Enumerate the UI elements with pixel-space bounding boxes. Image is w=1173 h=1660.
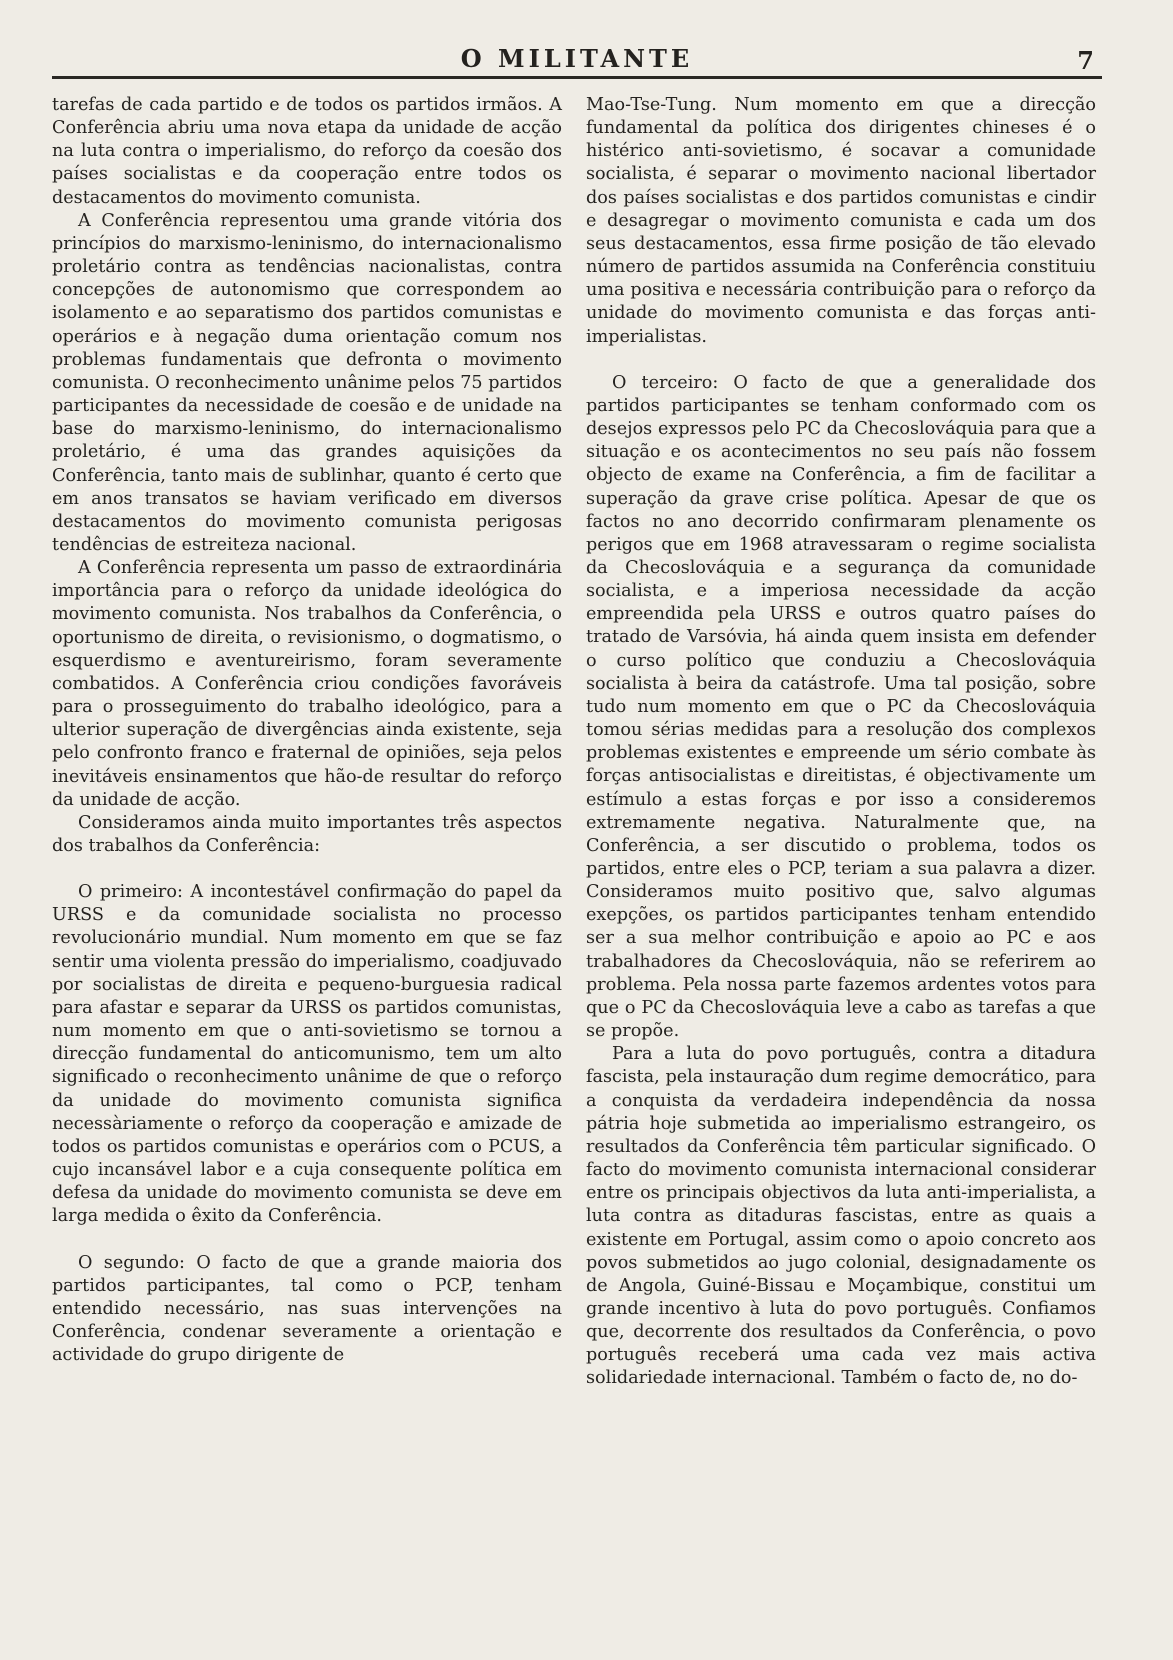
paragraph: Mao-Tse-Tung. Num momento em que a direcção fundamental da política dos dirigentes chineses é o histérico anti-sovietismo, é socavar a comunidade socialista, é separar o movimento nacional libertador dos países socialistas e dos partidos comunistas e cindir e desagregar o movimento comunista e cada um dos seus destacamentos, essa firme posição de tão elevado número de partidos assumida na Conferência constituiu uma positiva e necessária contribuição para o reforço da unidade do movimento comunista e das forças anti-imperialistas.: [586, 95, 1096, 347]
paragraph: O primeiro: A incontestável confirmação do papel da URSS e da comunidade socialista no processo revolucionário mundial. Num momento em que se faz sentir uma violenta pressão do imperialismo, coadjuvado por socialistas de direita e pequeno-burguesia radical para afastar e separar da URSS os partidos comunistas, num momento em que o anti-sovietismo se tornou a direcção fundamental do anticomunismo, tem um alto significado o reconhecimento unânime de que o reforço da unidade do movimento comunista significa necessàriamente o reforço da cooperação e amizade de todos os partidos comunistas e operários com o PCUS, a cujo incansável labor e a cuja consequente política em defesa da unidade do movimento comunista se deve em larga medida o êxito da Conferência.: [52, 882, 562, 1227]
paragraph: tarefas de cada partido e de todos os partidos irmãos. A Conferência abriu uma nova etapa da unidade de acção na luta contra o imperialismo, do reforço da coesão dos países socialistas e da cooperação entre todos os destacamentos do movimento comunista.: [52, 95, 562, 208]
paragraph: O segundo: O facto de que a grande maioria dos partidos participantes, tal como o PCP, tenham entendido necessário, nas suas intervenções na Conferência, condenar severamente a orientação e actividade do grupo dirigente de: [52, 1252, 562, 1366]
page-header: [52, 40, 1102, 79]
paragraph: A Conferência representa um passo de extraordinária importância para o reforço da unidade ideológica do movimento comunista. Nos trabalhos da Conferência, o oportunismo de direita, o revisionismo, o dogmatismo, o esquerdismo e aventureirismo, foram severamente combatidos. A Conferência criou condições favoráveis para o prosseguimento do trabalho ideológico, para a ulterior superação de divergências ainda existente, seja pelo confronto franco e fraternal de opiniões, seja pelos inevitáveis ensinamentos que hão-de resultar do reforço da unidade de acção.: [52, 558, 562, 810]
running-title: O MILITANTE: [460, 44, 694, 73]
paragraph: Para a luta do povo português, contra a ditadura fascista, pela instauração dum regime democrático, para a conquista da verdadeira independência da nossa pátria hoje submetida ao imperialismo estrangeiro, os resultados da Conferência têm particular significado. O facto do movimento comunista internacional considerar entre os principais objectivos da luta anti-imperialista, a luta contra as ditaduras fascistas, entre as quais a existente em Portugal, assim como o apoio concreto aos povos submetidos ao jugo colonial, designadamente os de Angola, Guiné-Bissau e Moçambique, constitui um grande incentivo à luta do povo português. Confiamos que, decorrente dos resultados da Conferência, o povo português receberá uma cada vez mais activa solidariedade internacional. Também o facto de, no do-: [586, 1044, 1096, 1389]
paragraph: O terceiro: O facto de que a generalidade dos partidos participantes se tenham conformado com os desejos expressos pelo PC da Checoslováquia para que a situação e os acontecimentos no seu país não fossem objecto de exame na Conferência, a fim de facilitar a superação da grave crise política. Apesar de que os factos no ano decorrido confirmaram plenamente os perigos que em 1968 atravessaram o regime socialista da Checoslováquia e a segurança da comunidade socialista, e a imperiosa necessidade da acção empreendida pela URSS e outros quatro países do tratado de Varsóvia, há ainda quem insista em defender o curso político que conduziu a Checoslováquia socialista à beira da catástrofe. Uma tal posição, sobre tudo num momento em que o PC da Checoslováquia tomou sérias medidas para a resolução dos complexos problemas existentes e empreende um sério combate às forças antisocialistas e direitistas, é objectivamente um estímulo a estas forças e por isso a consideremos extremamente negativa. Naturalmente que, na Conferência, a ser discutido o problema, todos os partidos, entre eles o PCP, teriam a sua palavra a dizer. Consideramos muito positivo que, salvo algumas exepções, os partidos participantes tenham entendido ser a sua melhor contribuição e apoio ao PC e aos trabalhadores da Checoslováquia, não se referirem ao problema. Pela nossa parte fazemos ardentes votos para que o PC da Checoslováquia leve a cabo as tarefas a que se propõe.: [586, 372, 1096, 1042]
paragraph: Consideramos ainda muito importantes três aspectos dos trabalhos da Conferência:: [52, 812, 562, 856]
page-number: 7: [1077, 46, 1094, 75]
paragraph: A Conferência representou uma grande vitória dos princípios do marxismo-leninismo, do internacionalismo proletário contra as tendências nacionalistas, contra concepções de autonomismo que correspondem ao isolamento e ao separatismo dos partidos comunistas e operários e à negação duma orientação comum nos problemas fundamentais que defronta o movimento comunista. O reconhecimento unânime pelos 75 partidos participantes da necessidade de coesão e de unidade na base do marxismo-leninismo, do internacionalismo proletário, é uma das grandes aquisições da Conferência, tanto mais de sublinhar, quanto é certo que em anos transatos se haviam verificado em diversos destacamentos do movimento comunista perigosas tendências de estreiteza nacional.: [52, 210, 562, 555]
left-column: [52, 94, 562, 1367]
right-column: [586, 94, 1096, 1391]
